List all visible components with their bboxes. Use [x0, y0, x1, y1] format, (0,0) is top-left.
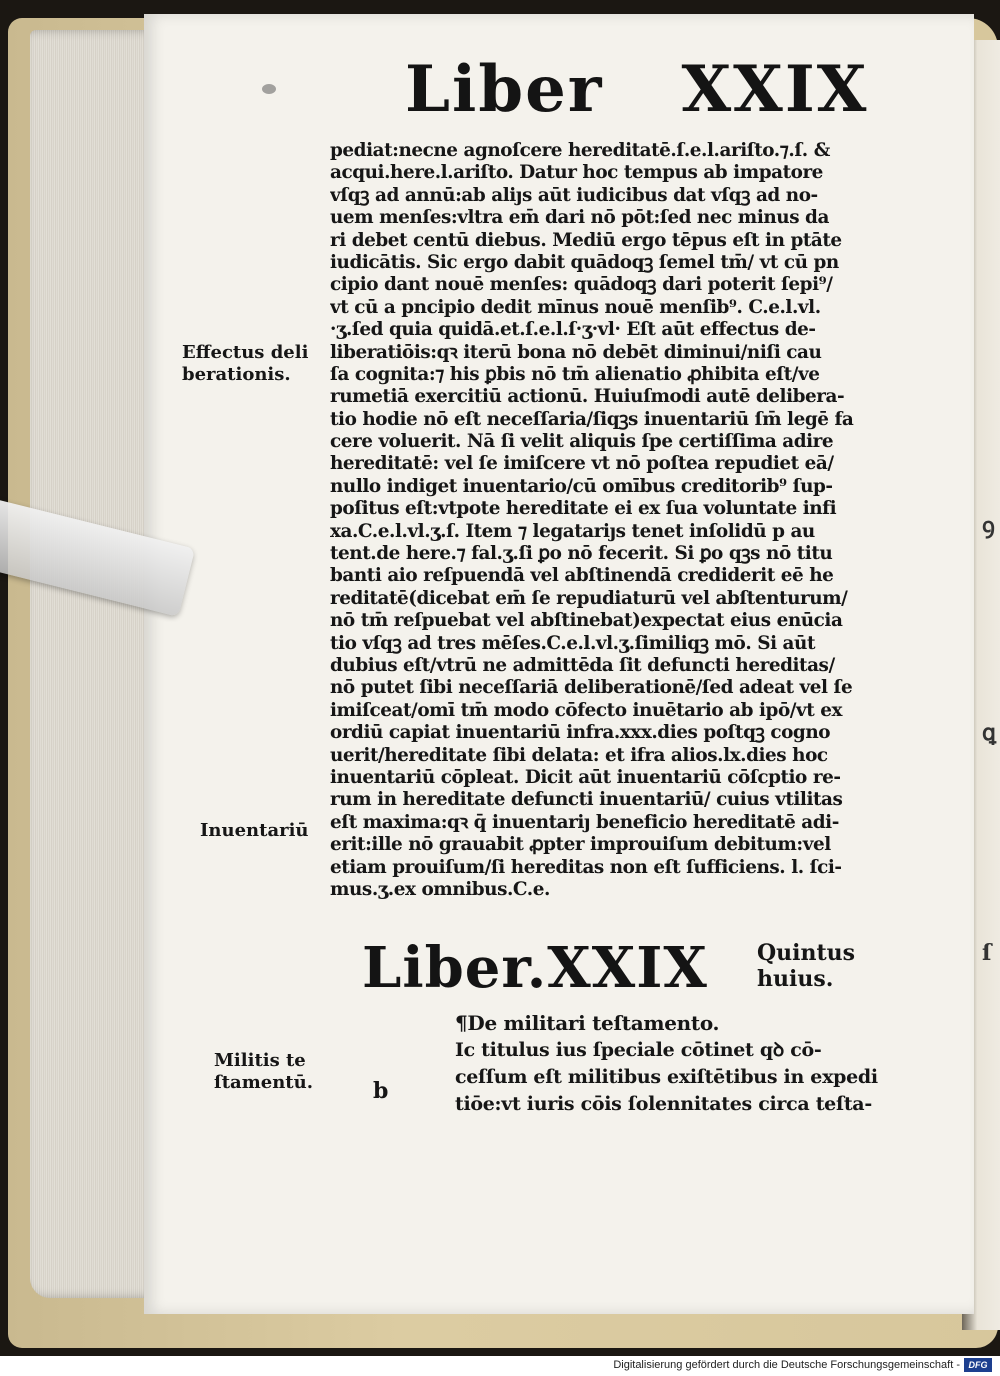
text-line: tio vſqꝫ ad tres mēſes.C.e.l.vl.ʒ.ſimiliqꝫ mō. Si aūt: [330, 632, 815, 654]
text-line: xa.C.e.l.vl.ʒ.ſ. Item ⁊ legatariȷs tenet inſolidū p au: [330, 520, 815, 542]
text-line: ri debet centū diebus. Mediū ergo tēpus eſt in ptāte: [330, 229, 842, 251]
running-head: [405, 52, 868, 127]
text-line: pediat:necne agnoſcere hereditatē.ſ.e.l.ariſto.⁊.ſ. &: [330, 140, 830, 161]
text-line: acqui.here.l.ariſto. Datur hoc tempus ab impatore: [330, 162, 823, 184]
text-line: nō tm̄ reſpuebat vel abſtinebat)expectat eius enūcia: [330, 610, 843, 632]
text-line: mus.ʒ.ex omnibus.C.e.: [330, 878, 550, 900]
text-line: poſitus eſt:vtpote hereditate ei ex ſua voluntate infi: [330, 498, 837, 520]
text-line: ceſſum eſt militibus exiſtētibus in expedi: [455, 1066, 878, 1088]
text-line: tiōe:vt iuris cōis ſolennitates circa teſta-: [455, 1093, 872, 1115]
text-line: rumetiā exercitiū actionū. Huiuſmodi autē delibera-: [330, 386, 845, 408]
fore-edge: [30, 30, 158, 1298]
text-line: imiſceat/omī tm̄ modo cōfecto inuētario ab ipō/vt ex: [330, 699, 843, 721]
text-line: ·ʒ.ſed quia quidā.et.ſ.e.l.ſ·ʒ·vl· Eſt aūt effectus de-: [330, 319, 816, 341]
text-line: vſqꝫ ad annū:ab aliȷs aūt iudicibus dat vſqꝫ ad no-: [330, 184, 818, 206]
text-line: eſt maxima:qꝛ q̄ inuentariȷ beneficio hereditatē adi-: [330, 811, 839, 833]
book-label-line: huius.: [757, 966, 834, 992]
book-label: [757, 940, 855, 992]
margin-note-militis: [214, 1050, 313, 1094]
text-line: tent.de here.⁊ fal.ʒ.ſi ꝑo nō fecerit. Si ꝑo qꝫs nō titu: [330, 543, 833, 565]
text-line: ſa cognita:⁊ his ꝑbis nō tm̄ alienatio ꝓhibita eſt/ve: [330, 363, 820, 385]
facing-page-glyph: ꝗ: [982, 720, 996, 746]
text-line: iudicātis. Sic ergo dabit quādoqꝫ ſemel tm̄/ vt cū pn: [330, 251, 839, 273]
text-line: rum in hereditate defuncti inuentariū/ cuius vtilitas: [330, 789, 843, 811]
text-line: ¶De militari teſtamento.: [455, 1011, 720, 1035]
text-line: Ic titulus ius ſpeciale cōtinet qꝺ cō-: [455, 1039, 822, 1061]
text-line: vt cū a pncipio dedit mīnus nouē menſib⁹. C.e.l.vl.: [330, 296, 821, 318]
text-line: tio hodie nō eſt neceſſaria/ſiqꝫs inuentariū ſm̄ legē fa: [330, 408, 854, 430]
section-title: Liber.XXIX: [362, 935, 708, 1001]
text-line: banti aio reſpuendā vel abſtinendā crediderit eē he: [330, 565, 834, 587]
text-line: dubius eſt/vtrū ne admittēda ſit defuncti hereditas/: [330, 654, 835, 676]
facing-page-glyph: ꝯ: [982, 513, 995, 539]
margin-note-inventarium: Inuentariū: [200, 820, 309, 841]
text-line: erit:ille nō grauabit ꝓpter improuiſum debitum:vel: [330, 834, 831, 856]
ink-smudge: [262, 84, 276, 94]
text-line: cipio dant nouē menſes: quādoqꝫ dari poterit ſepi⁹/: [330, 274, 833, 296]
book-label-line: Quintus: [757, 940, 856, 966]
text-line: reditatē(dicebat em̄ ſe repudiaturū vel abſtenturum/: [330, 587, 848, 609]
margin-note-line: Militis te: [214, 1050, 306, 1071]
margin-note-line: ſtamentū.: [214, 1072, 313, 1093]
running-head-liber: Liber: [405, 52, 604, 127]
text-line: etiam prouiſum/ſi hereditas non eſt ſufficiens. l. ſci-: [330, 856, 842, 878]
section-text-block: [455, 1010, 885, 1118]
body-text-block: [330, 140, 878, 901]
text-line: uem menſes:vltra em̄ dari nō pōt:ſed nec minus da: [330, 207, 829, 229]
text-line: nō putet ſibi neceſſariā deliberationē/ſed adeat vel ſe: [330, 677, 853, 699]
text-line: inuentariū cōpleat. Dicit aūt inuentariū cōſcptio re-: [330, 766, 841, 788]
margin-note-line: berationis.: [182, 364, 291, 385]
footer-bar: [0, 1356, 1000, 1376]
footer-credit: Digitalisierung gefördert durch die Deutsche Forschungsgemeinschaft -: [613, 1359, 960, 1371]
text-line: uerit/hereditate ſibi delata: et ifra alios.lx.dies hoc: [330, 744, 828, 766]
dfg-logo: DFG: [964, 1358, 992, 1372]
text-line: nullo indiget inuentario/cū omībus creditorib⁹ ſup-: [330, 475, 833, 497]
facing-page-glyph: ſ: [982, 940, 992, 966]
text-line: hereditatē: vel ſe imiſcere vt nō poſtea repudiet eā/: [330, 453, 834, 475]
margin-note-line: Effectus deli: [182, 342, 309, 363]
text-line: cere voluerit. Nā ſi velit aliquis ſpe certiſſima adire: [330, 431, 834, 453]
text-line: ordiū capiat inuentariū infra.xxx.dies poſtqꝫ cogno: [330, 722, 831, 744]
text-line: liberatiōis:qꝛ iterū bona nō debēt diminui/niſi cau: [330, 341, 822, 363]
margin-note-effectus: [182, 342, 308, 386]
signature-mark: b: [373, 1078, 389, 1104]
running-head-number: XXIX: [681, 52, 869, 127]
